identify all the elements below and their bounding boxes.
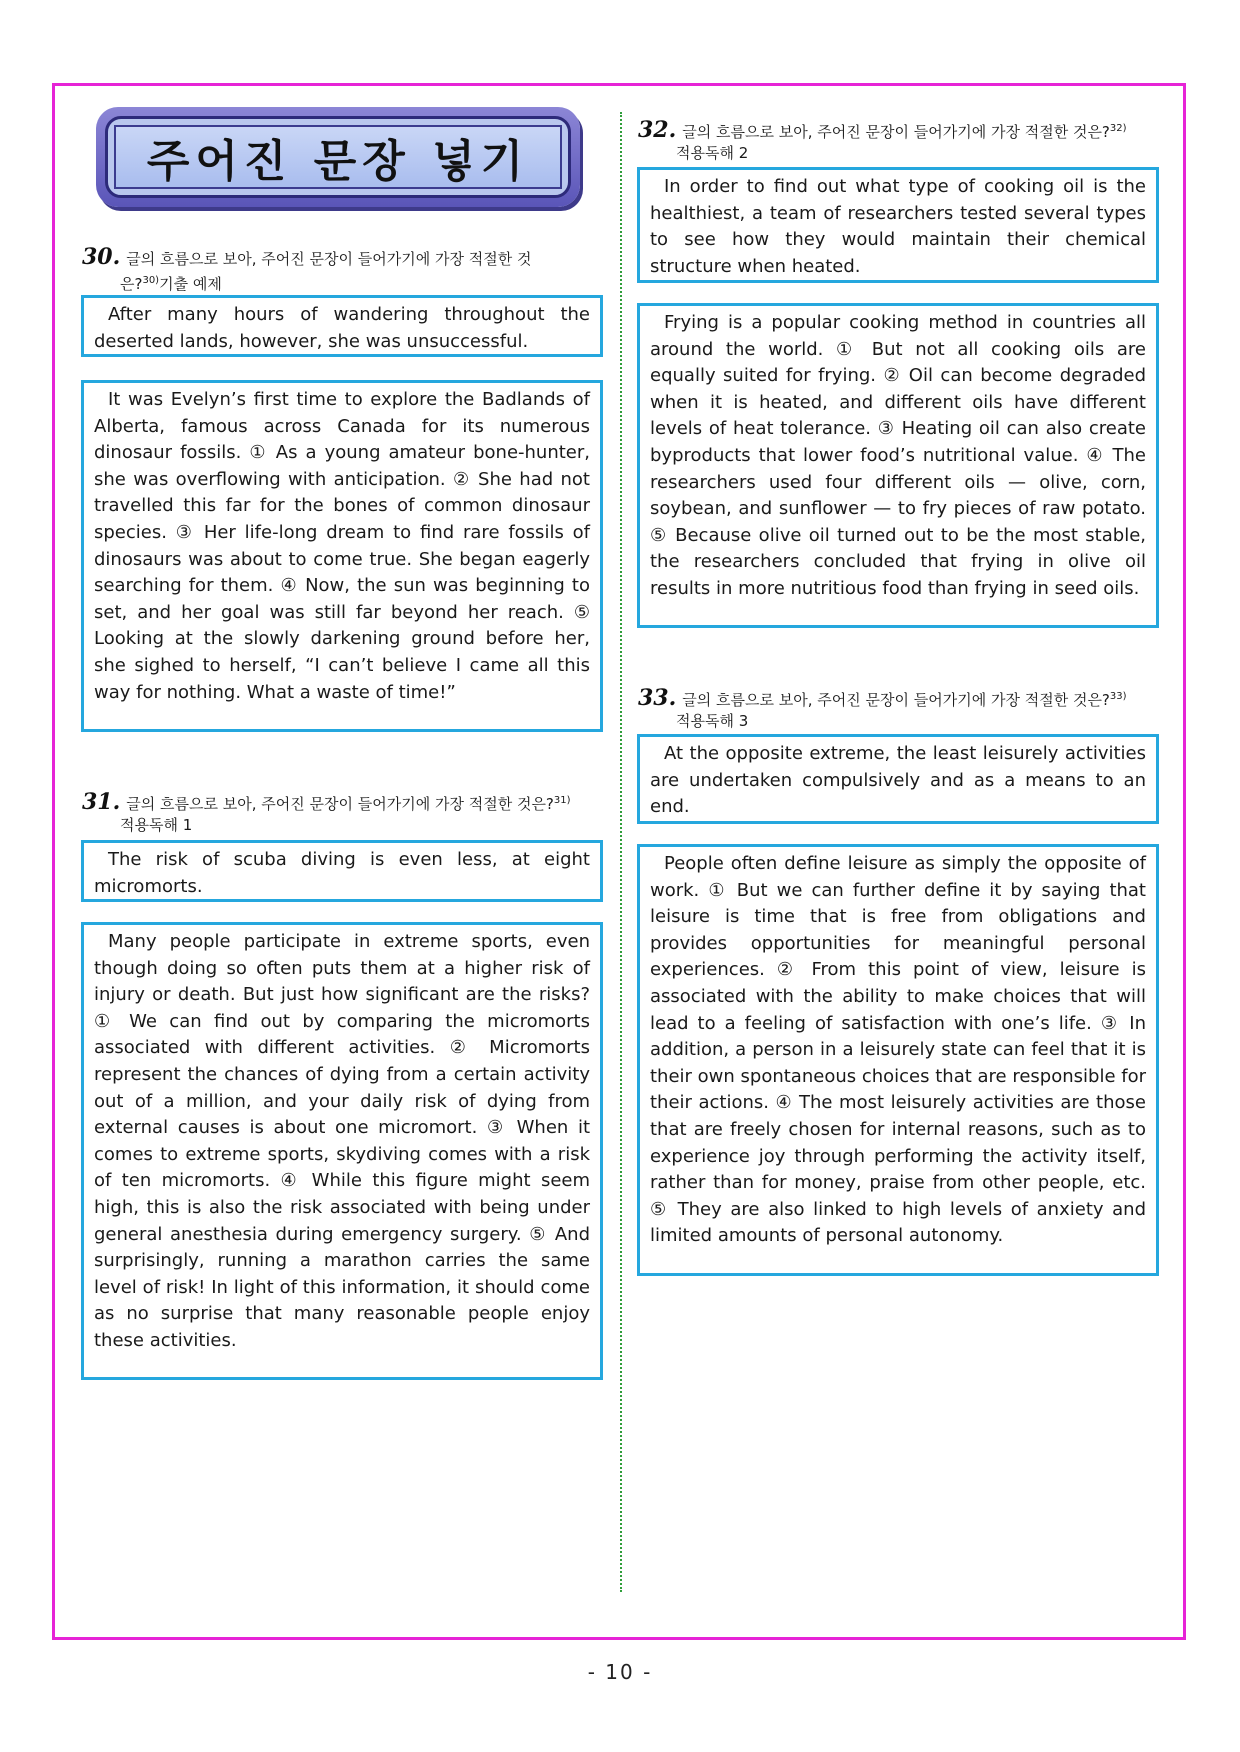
given-sentence: The risk of scuba diving is even less, at eight micromorts. <box>94 849 590 897</box>
question-number: 30. <box>82 244 121 270</box>
section-title-badge <box>96 107 580 207</box>
question-prompt-continued: 은? <box>120 275 143 293</box>
footnote-marker: 33) <box>1109 691 1127 702</box>
given-sentence-box <box>81 840 603 902</box>
section-title: 주어진 문장 넣기 <box>146 136 530 187</box>
question-tag: 적용독해 2 <box>676 144 749 162</box>
question-prompt: 글의 흐름으로 보아, 주어진 문장이 들어가기에 가장 적절한 것 <box>126 250 532 268</box>
passage-box <box>637 844 1159 1276</box>
page-number: - 10 - <box>587 1660 653 1684</box>
passage-text: It was Evelyn’s first time to explore the Badlands of Alberta, famous across Canada for its numerous dinosaur fossils. ① As a young amateur bone-hunter, she was overflowing with anticipation. ② She had not travelled this far for the bones of common dinosaur species. ③ Her life-long dream to find rare fossils of dinosaurs was about to come true. She began eagerly searching for them. ④ Now, the sun was beginning to set, and her goal was still far beyond her reach. ⑤ Looking at the slowly darkening ground before her, she sighed to herself, “I can’t believe I came all this way for nothing. What a waste of time!” <box>94 389 590 703</box>
question-tag: 적용독해 3 <box>676 712 749 730</box>
question-tag: 기출 예제 <box>159 275 222 293</box>
question-number: 33. <box>638 685 677 711</box>
given-sentence: After many hours of wandering throughout the deserted lands, however, she was unsuccessful. <box>94 304 590 352</box>
given-sentence: In order to find out what type of cooking oil is the healthiest, a team of researchers tested several types to see how they would maintain their chemical structure when heated. <box>650 176 1146 277</box>
given-sentence-box <box>81 295 603 357</box>
question-31-header <box>82 790 612 836</box>
question-33-header <box>638 686 1178 732</box>
footnote-marker: 30) <box>142 275 160 286</box>
question-32-header <box>638 118 1178 164</box>
question-number: 31. <box>82 789 121 815</box>
passage-text: Frying is a popular cooking method in countries all around the world. ① But not all cooking oils are equally suited for frying. ② Oil can become degraded when it is heated, and different oils have different levels of heat tolerance. ③ Heating oil can also create byproducts that lower food’s nutritional value. ④ The researchers used four different oils — olive, corn, soybean, and sunflower — to fry pieces of raw potato. ⑤ Because olive oil turned out to be the most stable, the researchers concluded that frying in olive oil results in more nutritious food than frying in seed oils. <box>650 312 1146 599</box>
passage-box <box>81 380 603 732</box>
question-prompt: 글의 흐름으로 보아, 주어진 문장이 들어가기에 가장 적절한 것은? <box>682 691 1110 709</box>
given-sentence-box <box>637 734 1159 824</box>
question-prompt: 글의 흐름으로 보아, 주어진 문장이 들어가기에 가장 적절한 것은? <box>682 123 1110 141</box>
passage-text: People often define leisure as simply the opposite of work. ① But we can further define it by saying that leisure is time that is free from obligations and provides opportunities for meaningful personal experiences. ② From this point of view, leisure is associated with the ability to make choices that will lead to a feeling of satisfaction with one’s life. ③ In addition, a person in a leisurely state can feel that it is their own spontaneous choices that are responsible for their actions. ④ The most leisurely activities are those that are freely chosen for internal reasons, such as to experience joy through performing the activity itself, rather than for money, praise from other people, etc. ⑤ They are also linked to high levels of anxiety and limited amounts of personal autonomy. <box>650 853 1146 1247</box>
given-sentence-box <box>637 167 1159 283</box>
passage-text: Many people participate in extreme sports, even though doing so often puts them at a higher risk of injury or death. But just how significant are the risks? ① We can find out by comparing the micromorts associated with different activities. ② Micromorts represent the chances of dying from a certain activity out of a million, and your daily risk of dying from external causes is about one micromort. ③ When it comes to extreme sports, skydiving comes with a risk of ten micromorts. ④ While this figure might seem high, this is also the risk associated with being under general anesthesia during emergency surgery. ⑤ And surprisingly, running a marathon carries the same level of risk! In light of this information, it should come as no surprise that many reasonable people enjoy these activities. <box>94 931 590 1351</box>
passage-box <box>81 922 603 1380</box>
given-sentence: At the opposite extreme, the least leisurely activities are undertaken compulsively and as a means to an end. <box>650 743 1146 818</box>
footnote-marker: 32) <box>1109 123 1127 134</box>
passage-box <box>637 303 1159 628</box>
question-30-header <box>82 244 602 295</box>
question-prompt: 글의 흐름으로 보아, 주어진 문장이 들어가기에 가장 적절한 것은? <box>126 795 554 813</box>
question-tag: 적용독해 1 <box>120 816 193 834</box>
question-number: 32. <box>638 117 677 143</box>
column-divider <box>620 112 622 1592</box>
footnote-marker: 31) <box>553 795 571 806</box>
